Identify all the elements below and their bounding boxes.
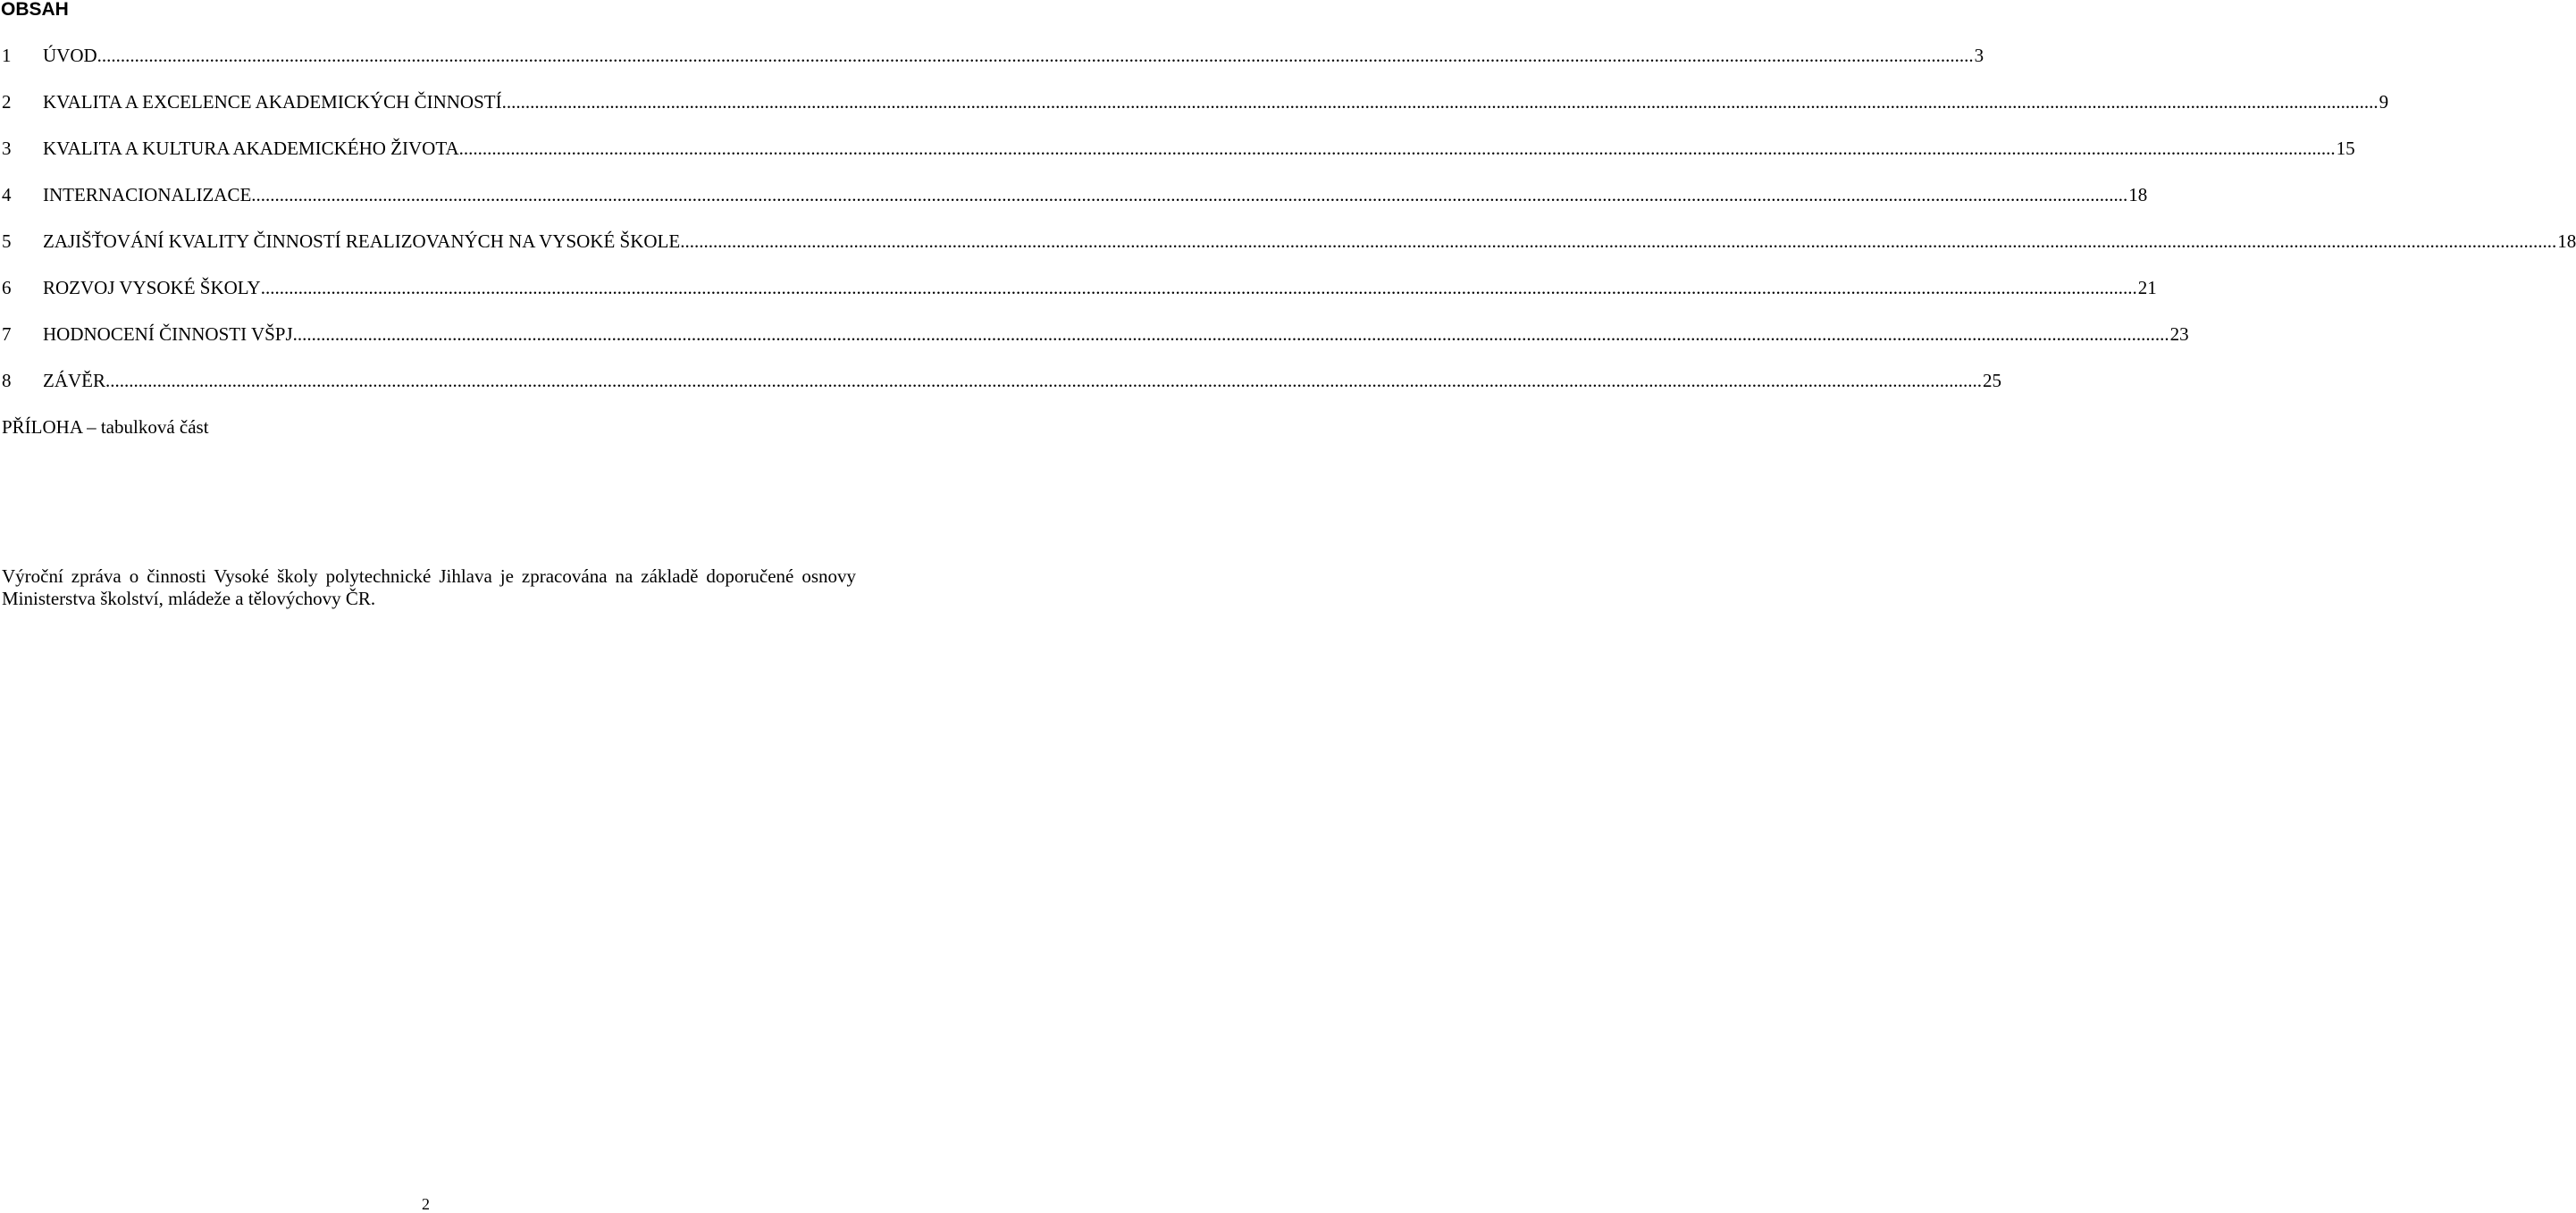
toc-heading: OBSAH (1, 0, 69, 20)
toc-entry-page: 23 (2169, 323, 2189, 345)
toc-entry-number: 4 (2, 184, 12, 205)
toc-entry-title: ZÁVĚR (43, 370, 105, 391)
page-number: 2 (422, 1195, 430, 1213)
toc-entry-number: 2 (2, 91, 12, 113)
toc-dot-leader: ................................................................................................................................................................................................................................................................................................................................................................................................................ (105, 370, 1982, 391)
toc-dot-leader: ................................................................................................................................................................................................................................................................................................................................................................................................................ (292, 323, 2169, 345)
toc-entry-number: 8 (2, 370, 12, 391)
toc-entry-page: 25 (1983, 370, 2001, 391)
toc-entry-number: 3 (2, 138, 12, 159)
toc-entry-number: 7 (2, 323, 12, 345)
toc-entry-title: KVALITA A EXCELENCE AKADEMICKÝCH ČINNOSTÍ (43, 91, 502, 113)
toc-entry-title: ROZVOJ VYSOKÉ ŠKOLY (43, 277, 261, 298)
toc-entry-page: 18 (2128, 184, 2148, 205)
toc-entry-title: INTERNACIONALIZACE (43, 184, 252, 205)
toc-entry (0, 91, 2389, 138)
toc-dot-leader: ................................................................................................................................................................................................................................................................................................................................................................................................................ (501, 91, 2379, 113)
toc-dot-leader: ................................................................................................................................................................................................................................................................................................................................................................................................................ (680, 230, 2557, 252)
toc-entry (0, 277, 2157, 323)
toc-entry (0, 45, 1984, 91)
toc-entry-page: 9 (2379, 91, 2389, 113)
toc-entry-page: 15 (2336, 138, 2355, 159)
toc-entry-number: 6 (2, 277, 12, 298)
toc-dot-leader: ................................................................................................................................................................................................................................................................................................................................................................................................................ (458, 138, 2336, 159)
toc-entry-title: HODNOCENÍ ČINNOSTI VŠPJ (43, 323, 293, 345)
report-note: Výroční zpráva o činnosti Vysoké školy polytechnické Jihlava je zpracována na základě doporučené osnovy Ministerstva školství, mládeže a tělovýchovy ČR. (2, 565, 856, 609)
toc-dot-leader: ................................................................................................................................................................................................................................................................................................................................................................................................................ (260, 277, 2137, 298)
toc-entry-title: ÚVOD (43, 45, 97, 66)
annex-label: PŘÍLOHA – tabulková část (2, 416, 209, 438)
toc-entry (0, 230, 2576, 277)
toc-entry (0, 138, 2355, 184)
toc-entry-number: 1 (2, 45, 12, 66)
toc-entry-title: KVALITA A KULTURA AKADEMICKÉHO ŽIVOTA (43, 138, 459, 159)
toc-dot-leader: ................................................................................................................................................................................................................................................................................................................................................................................................................ (251, 184, 2128, 205)
toc-entry-page: 21 (2137, 277, 2157, 298)
toc-entry-page: 3 (1974, 45, 1984, 66)
toc-dot-leader: ................................................................................................................................................................................................................................................................................................................................................................................................................ (96, 45, 1974, 66)
toc-entry-number: 5 (2, 230, 12, 252)
toc-entry-title: ZAJIŠŤOVÁNÍ KVALITY ČINNOSTÍ REALIZOVANÝCH NA VYSOKÉ ŠKOLE (43, 230, 681, 252)
toc-entry-page: 18 (2557, 230, 2576, 252)
table-of-contents (0, 45, 2576, 416)
toc-entry (0, 323, 2189, 370)
toc-entry (0, 184, 2148, 230)
toc-entry (0, 370, 2001, 416)
